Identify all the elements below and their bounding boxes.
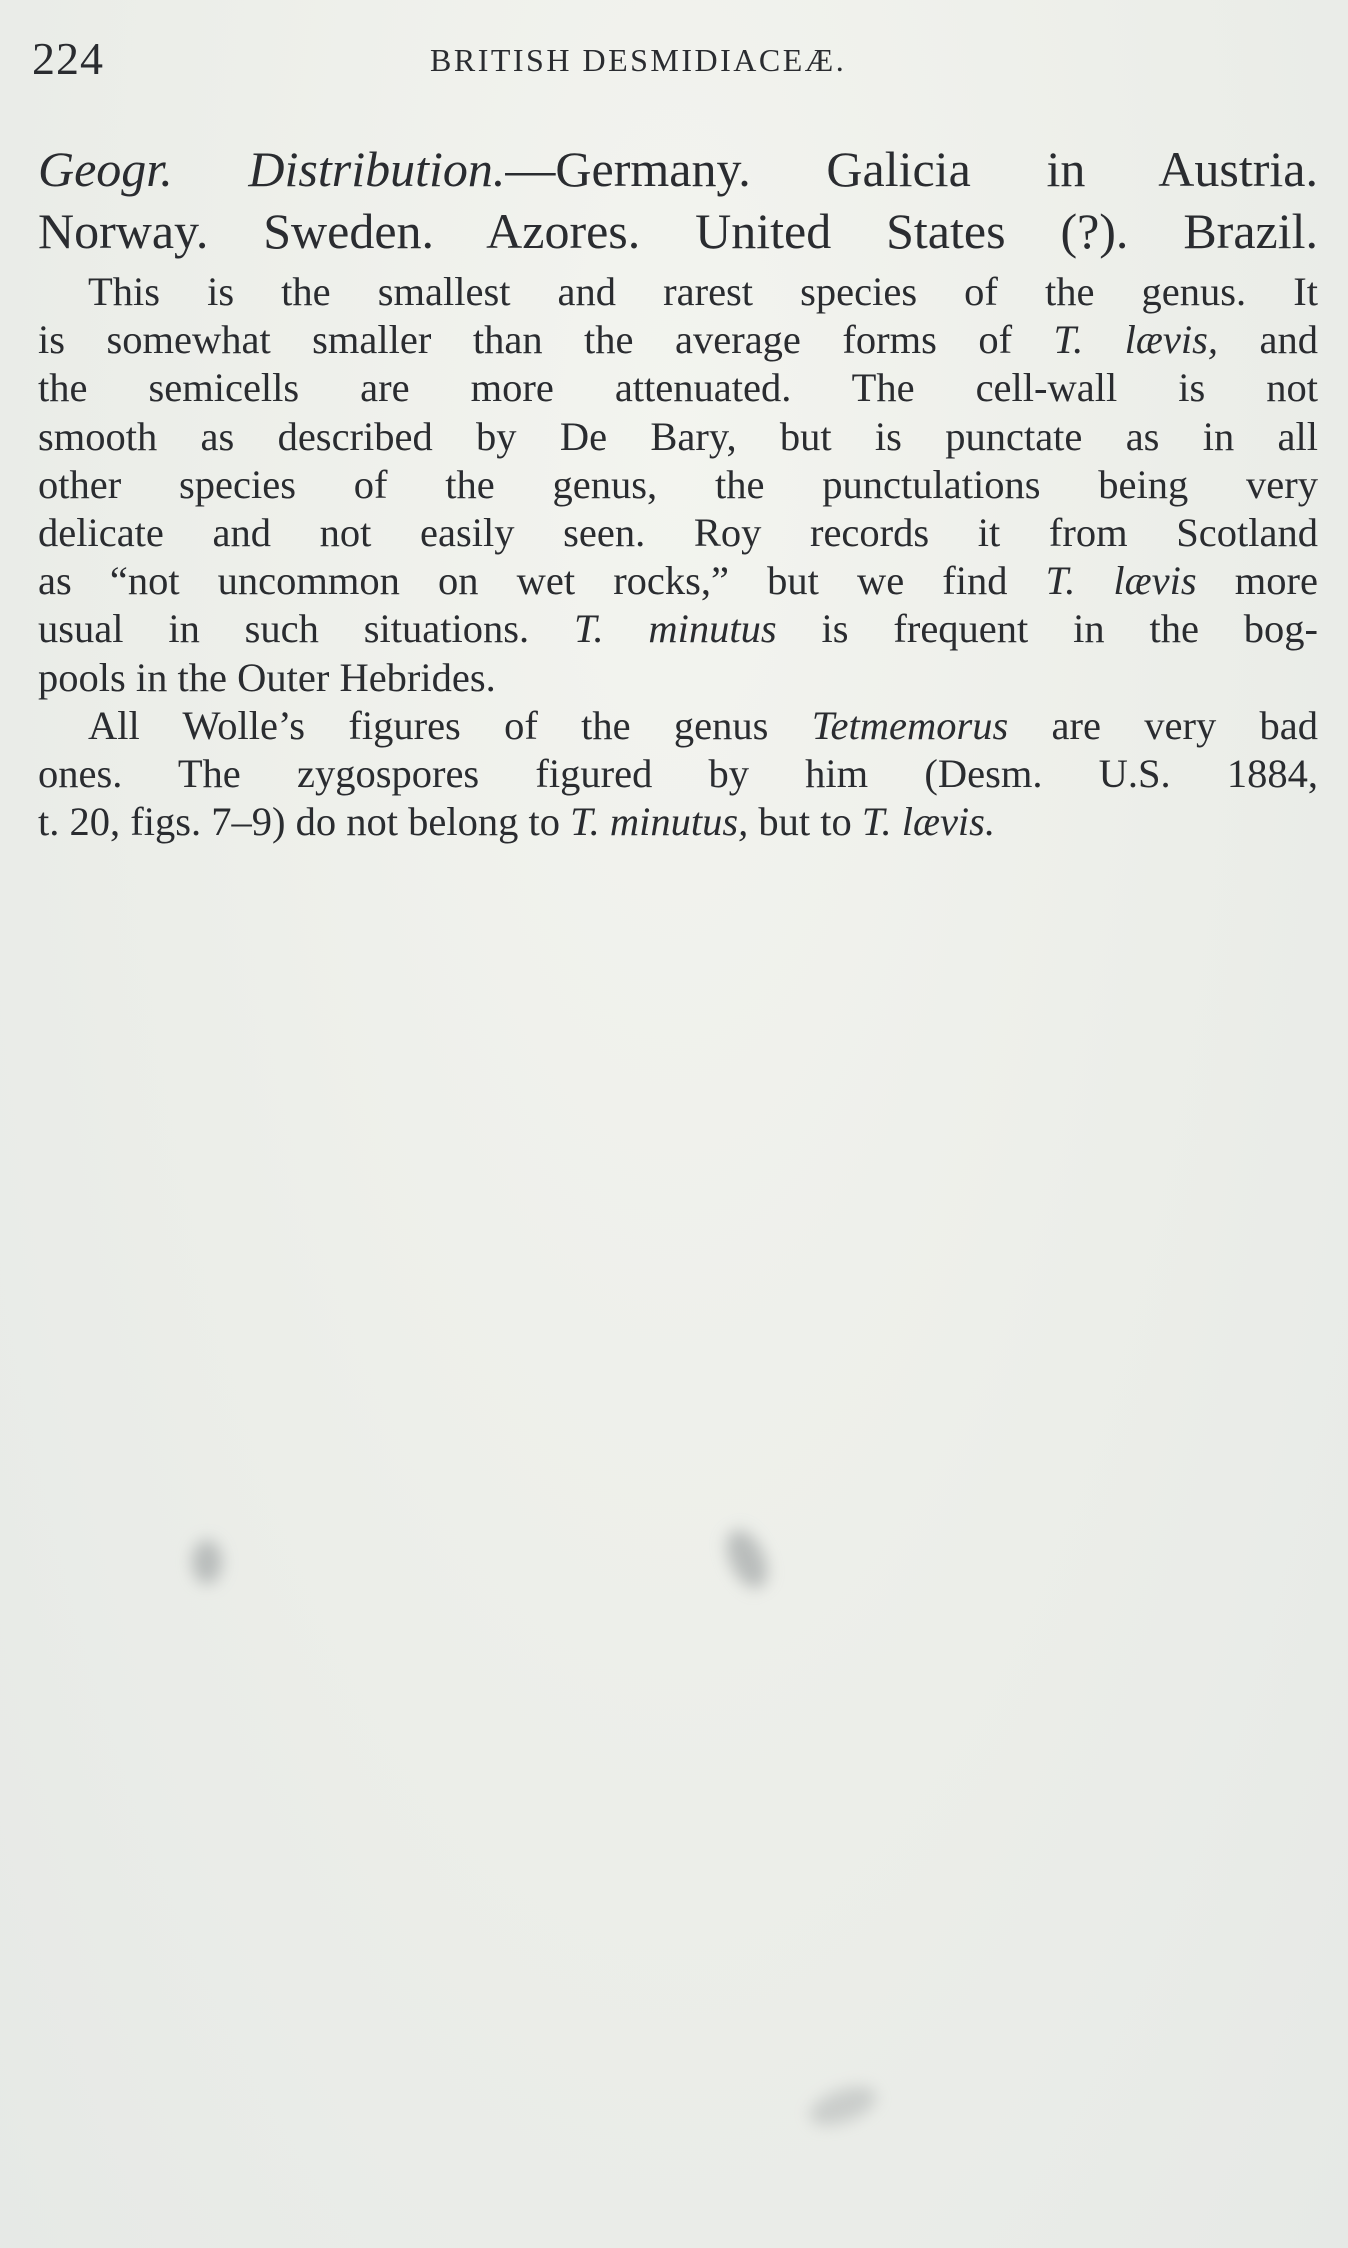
paper-stain: [718, 1524, 775, 1595]
species-name: T. lævis.: [861, 799, 996, 845]
p1-line-2-a: is somewhat smaller than the average forms of: [38, 317, 1013, 363]
p2-line-1-b: are very bad: [1051, 702, 1318, 748]
paragraph-2: [38, 702, 1318, 847]
p1-line-7-a: as “not uncommon on wet rocks,” but we find: [38, 558, 1008, 604]
paper-stain: [192, 1540, 222, 1584]
p1-line-2: [38, 316, 1318, 364]
species-name: T. lævis,: [1053, 317, 1219, 363]
p1-line-7: [38, 557, 1318, 605]
p2-line-1-a: All Wolle’s figures of the genus: [88, 702, 769, 748]
p1-line-5: other species of the genus, the punctulations being very: [38, 461, 1318, 507]
species-name: T. minutus,: [570, 799, 749, 845]
page-number: 224: [32, 33, 104, 84]
p2-line-3: [38, 798, 1318, 846]
p1-line-2-b: and: [1259, 317, 1319, 363]
p1-line-3: the semicells are more attenuated. The cell-wall is not: [38, 365, 1318, 411]
geo-line-1-text: —Germany. Galicia in Austria.: [505, 141, 1318, 197]
species-name: T. minutus: [573, 606, 777, 652]
p1-line-7-b: more: [1234, 558, 1319, 604]
geo-label: Geogr. Distribution.: [38, 141, 506, 197]
p1-line-4: smooth as described by De Bary, but is punctate as in all: [38, 413, 1318, 459]
p1-line-6: delicate and not easily seen. Roy records it from Scotland: [38, 510, 1318, 556]
p2-line-3-b: but to: [758, 799, 852, 845]
paper-stain: [805, 2079, 882, 2133]
genus-name: Tetmemorus: [811, 702, 1009, 748]
page-header: [32, 26, 1320, 86]
p2-line-1: [38, 702, 1318, 750]
species-name: T. lævis: [1045, 558, 1197, 604]
geographic-distribution: [38, 138, 1318, 262]
p1-line-8-a: usual in such situations.: [38, 606, 530, 652]
geo-line-1: [38, 138, 1318, 200]
p2-line-2: ones. The zygospores figured by him (Desm. U.S. 1884,: [38, 751, 1318, 797]
running-head: BRITISH DESMIDIACEÆ.: [430, 42, 847, 78]
paragraph-1: [38, 268, 1318, 702]
main-text: [38, 138, 1318, 846]
p1-line-9: pools in the Outer Hebrides.: [38, 654, 496, 700]
p1-line-8: [38, 605, 1318, 653]
p1-line-8-b: is frequent in the bog-: [821, 606, 1318, 652]
geo-line-2: Norway. Sweden. Azores. United States (?). Brazil.: [38, 203, 1318, 259]
p1-line-1: This is the smallest and rarest species of the genus. It: [88, 269, 1318, 314]
p2-line-3-a: t. 20, figs. 7–9) do not belong to: [38, 799, 560, 845]
